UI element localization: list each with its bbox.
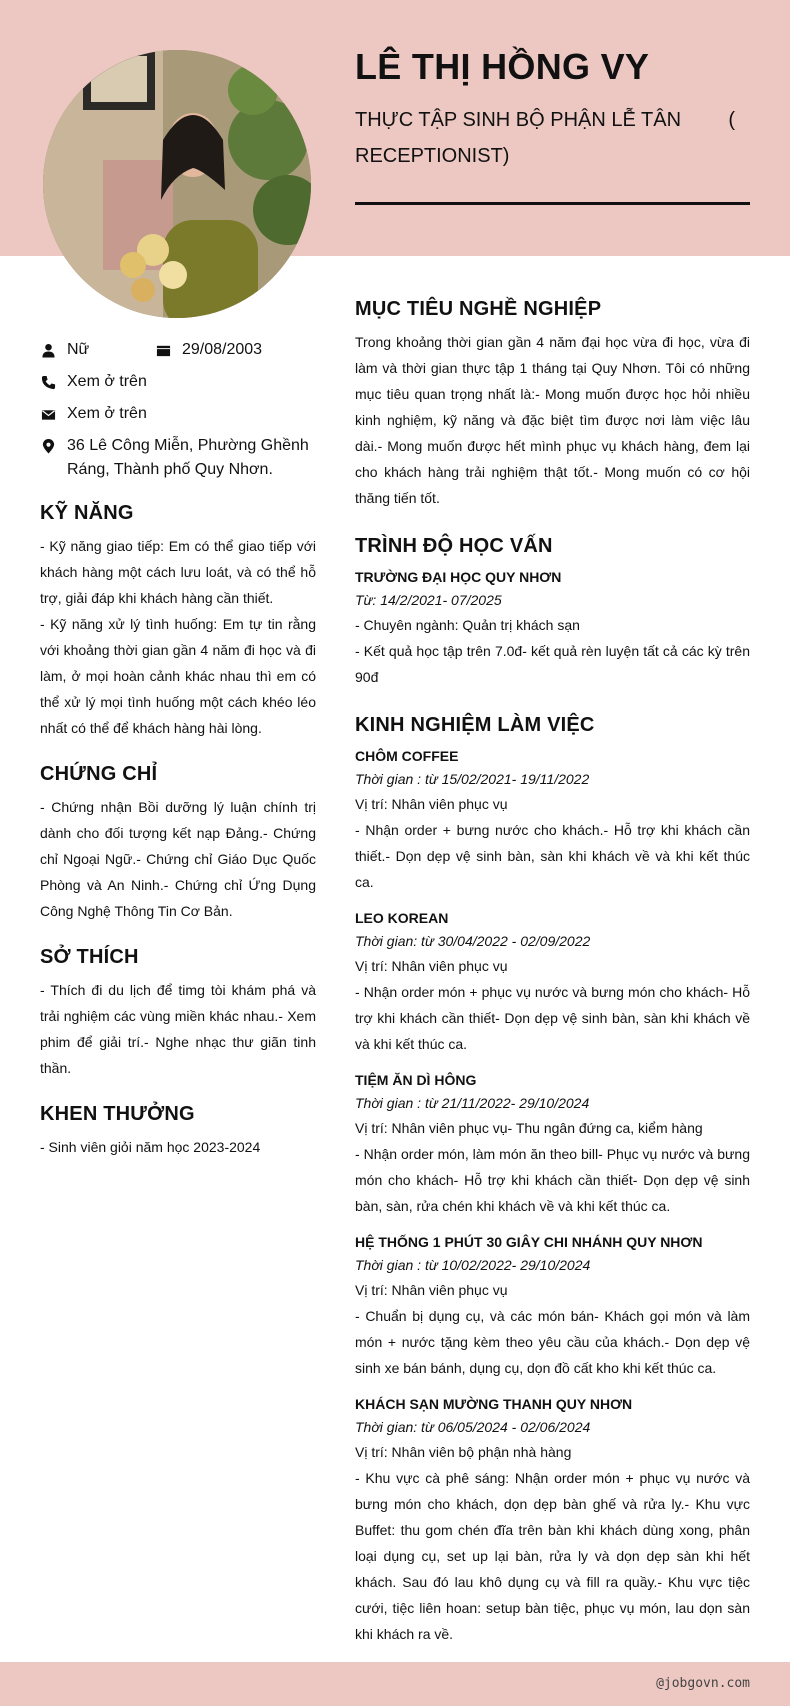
profile-photo (43, 50, 311, 318)
experience-tasks: - Nhận order món + phục vụ nước và bưng món cho khách- Hỗ trợ khi khách cần thiết- Dọn dẹp vệ sinh bàn, sàn khi khách về và khi kết thúc ca. (355, 984, 750, 1052)
job-title-paren: ( (728, 109, 735, 131)
experience-position: Vị trí: Nhân viên bộ phận nhà hàng (355, 1444, 572, 1460)
email-row (40, 402, 316, 426)
experience-company: LEO KOREAN (355, 910, 449, 926)
experience-time: Thời gian : từ 15/02/2021- 19/11/2022 (355, 771, 590, 787)
objective-text: Trong khoảng thời gian gần 4 năm đại học vừa đi học, vừa đi làm và thời gian thực tập 1 tháng tại Quy Nhơn. Tôi có những mục tiêu quan trọng nhất là:- Mong muốn được học hỏi nhiều kinh nghiệm, kỹ năng và đặc biệt tìm được nơi làm việc lâu dài.- Mong muốn được hết mình phục vụ khách hàng, đem lại cho khách hàng trải nghiệm thật tốt.- Mong muốn có cơ hội thăng tiến tốt. (355, 334, 750, 506)
experience-heading: KINH NGHIỆM LÀM VIỆC (355, 714, 595, 736)
job-title-line2: RECEPTIONIST) (355, 145, 510, 167)
experience-position: Vị trí: Nhân viên phục vụ (355, 958, 508, 974)
experience-company: CHÔM COFFEE (355, 748, 459, 764)
experience-position: Vị trí: Nhân viên phục vụ (355, 796, 508, 812)
experience-tasks: - Nhận order + bưng nước cho khách.- Hỗ trợ khi khách cần thiết.- Dọn dẹp vệ sinh bàn, sàn khi khách về và khi kết thúc ca. (355, 822, 750, 890)
experience-tasks: - Chuẩn bị dụng cụ, và các món bán- Khách gọi món và làm món + nước tặng kèm theo yêu cầu của khách.- Dọn dẹp vệ sinh xe bán bánh, dụng cụ, dọn đồ cất kho khi kết thúc ca. (355, 1308, 750, 1376)
education-school: TRƯỜNG ĐẠI HỌC QUY NHƠN (355, 569, 562, 585)
experience-position: Vị trí: Nhân viên phục vụ (355, 1282, 508, 1298)
phone-icon (40, 370, 56, 394)
job-title (355, 102, 735, 174)
certificates-text: - Chứng nhận Bồi dưỡng lý luận chính trị dành cho đối tượng kết nạp Đảng.- Chứng chỉ Ngoại Ngữ.- Chứng chỉ Giáo Dục Quốc Phòng và An Ninh.- Chứng chỉ Ứng Dụng Công Nghệ Thông Tin Cơ Bản. (40, 799, 316, 919)
location-pin-icon (40, 434, 56, 458)
address-value: 36 Lê Công Miễn, Phường Ghềnh Ráng, Thành phố Quy Nhơn. (67, 437, 309, 478)
address-row (40, 434, 316, 482)
email-value: Xem ở trên (67, 405, 147, 422)
person-icon (40, 338, 56, 362)
title-divider (355, 202, 750, 205)
birthdate-value: 29/08/2003 (182, 341, 263, 358)
right-column (355, 298, 750, 1659)
experience-entry (355, 745, 750, 895)
hobbies-text: - Thích đi du lịch để timg tòi khám phá và trải nghiệm các vùng miền khác nhau.- Xem phim để giải trí.- Nghe nhạc thư giãn tinh thần. (40, 982, 316, 1076)
experience-time: Thời gian: từ 30/04/2022 - 02/09/2022 (355, 933, 591, 949)
experience-company: TIỆM ĂN DÌ HÔNG (355, 1072, 477, 1088)
job-title-main: THỰC TẬP SINH BỘ PHẬN LỄ TÂN (355, 109, 682, 131)
awards-text: - Sinh viên giỏi năm học 2023-2024 (40, 1139, 261, 1155)
experience-entry (355, 1231, 750, 1381)
experience-time: Thời gian : từ 21/11/2022- 29/10/2024 (355, 1095, 590, 1111)
experience-position: Vị trí: Nhân viên phục vụ- Thu ngân đứng ca, kiểm hàng (355, 1120, 703, 1136)
gender-value: Nữ (67, 341, 90, 358)
awards-heading: KHEN THƯỞNG (40, 1103, 195, 1125)
experience-tasks: - Khu vực cà phê sáng: Nhận order món + phục vụ nước và bưng món cho khách, dọn dẹp bàn ghế và rửa ly.- Khu vực Buffet: thu gom chén đĩa trên bàn khi khách dùng xong, phân loại dụng cụ, set up lại bàn, rửa ly và dọn dẹp sàn khi hết khách. Sau đó lau khô dụng cụ và fill ra quầy.- Khu vực tiệc cưới, tiệc liên hoan: setup bàn tiệc, phục vụ món, lau dọn sàn khi khách ra về. (355, 1470, 750, 1642)
objective-heading: MỤC TIÊU NGHỀ NGHIỆP (355, 298, 602, 320)
experience-entry (355, 1393, 750, 1647)
skills-heading: KỸ NĂNG (40, 502, 134, 524)
certificates-heading: CHỨNG CHỈ (40, 763, 158, 785)
experience-entry (355, 1069, 750, 1219)
education-result: - Kết quả học tập trên 7.0đ- kết quả rèn luyện tất cả các kỳ trên 90đ (355, 643, 750, 685)
hobbies-heading: SỞ THÍCH (40, 946, 139, 968)
footer-watermark: @jobgovn.com (656, 1676, 750, 1691)
experience-company: KHÁCH SẠN MƯỜNG THANH QUY NHƠN (355, 1396, 633, 1412)
left-column (40, 338, 316, 1160)
experience-time: Thời gian: từ 06/05/2024 - 02/06/2024 (355, 1419, 591, 1435)
experience-time: Thời gian : từ 10/02/2022- 29/10/2024 (355, 1257, 591, 1273)
phone-value: Xem ở trên (67, 373, 147, 390)
education-major: - Chuyên ngành: Quản trị khách sạn (355, 617, 580, 633)
skill-item-1: - Kỹ năng giao tiếp: Em có thể giao tiếp với khách hàng một cách lưu loát, và có thể hỗ trợ, giải đáp khi khách hàng cần thiết. (40, 538, 316, 606)
skill-item-2: - Kỹ năng xử lý tình huống: Em tự tin rằng với khoảng thời gian gần 4 năm đi học và đi làm, ở mọi hoàn cảnh khác nhau thì em có thể xử lý mọi tình huống một cách khéo léo nhất có thể để khách hàng hài lòng. (40, 616, 316, 736)
candidate-name: LÊ THỊ HỒNG VY (355, 46, 650, 87)
experience-entry (355, 907, 750, 1057)
experience-company: HỆ THỐNG 1 PHÚT 30 GIÂY CHI NHÁNH QUY NHƠN (355, 1234, 703, 1250)
mail-icon (40, 402, 56, 426)
education-time: Từ: 14/2/2021- 07/2025 (355, 592, 502, 608)
education-heading: TRÌNH ĐỘ HỌC VẤN (355, 535, 553, 557)
experience-tasks: - Nhận order món, làm món ăn theo bill- Phục vụ nước và bưng món cho khách- Hỗ trợ khi khách cần thiết- Dọn dẹp vệ sinh bàn, sàn, rửa chén khi khách về và khi kết thúc ca. (355, 1146, 750, 1214)
calendar-icon (155, 338, 171, 362)
profile-photo-art (43, 50, 311, 318)
phone-row (40, 370, 316, 394)
gender-birth-row (40, 338, 316, 362)
